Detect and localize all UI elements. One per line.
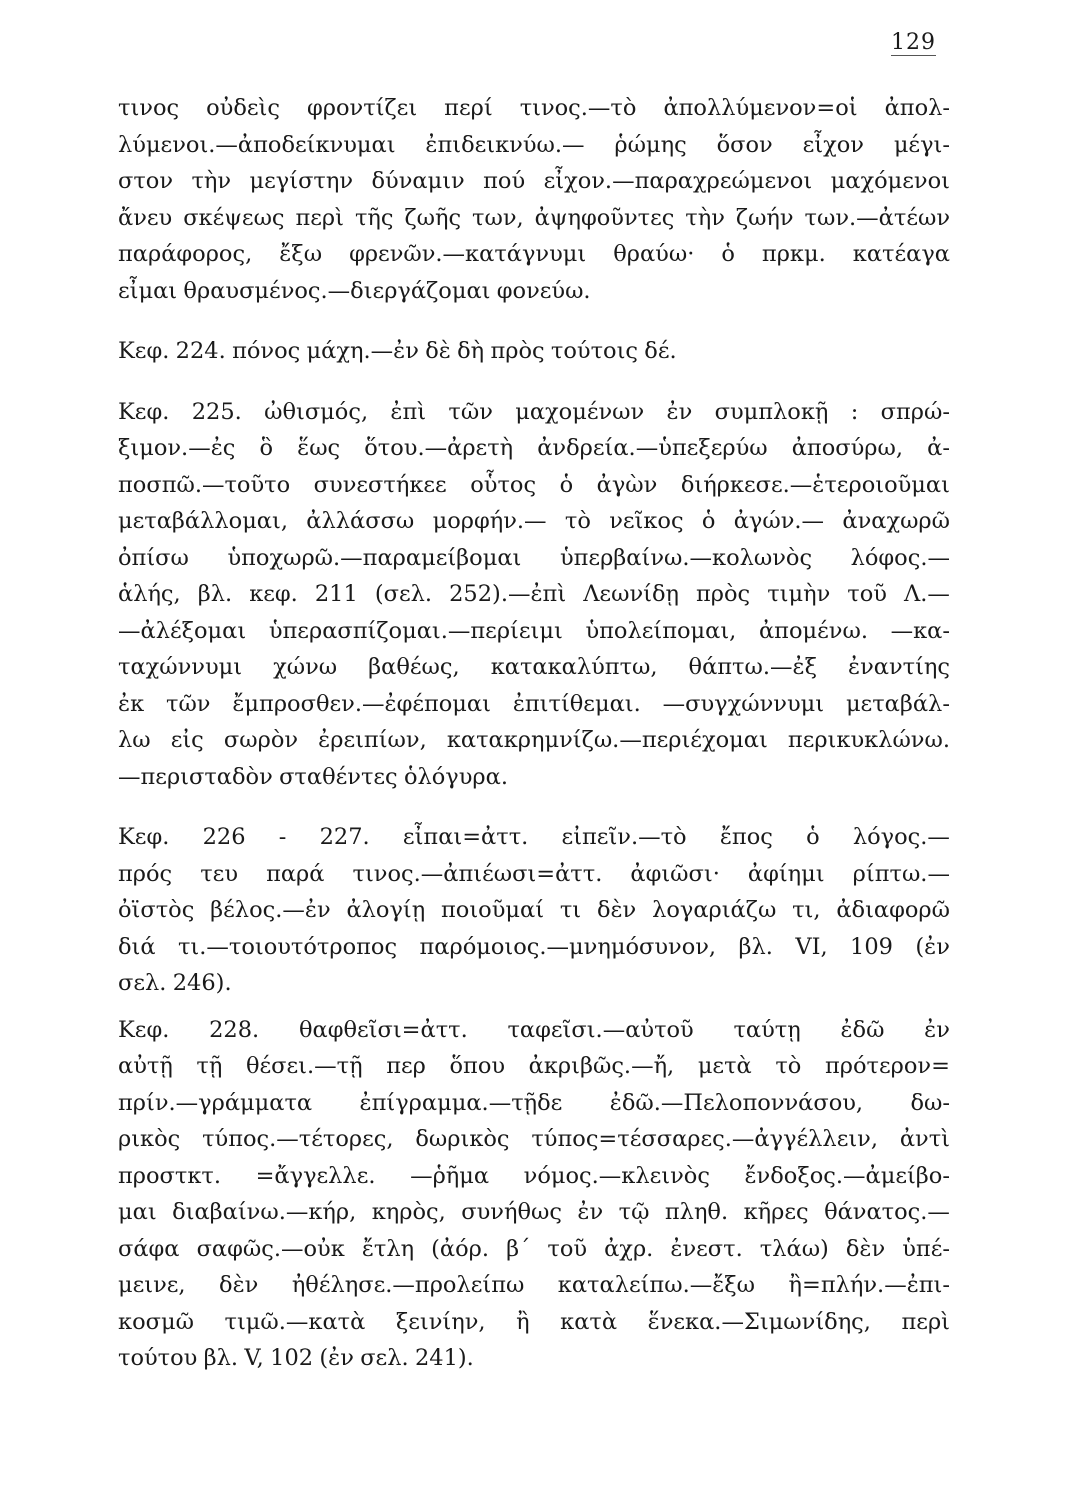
text-line: ἐκ τῶν ἔμπροσθεν.—ἐφέπομαι ἐπιτίθεμαι. —συγχώννυμι μεταβάλ- <box>118 690 950 717</box>
text-line: κοσμῶ τιμῶ.—κατὰ ξεινίην, ἢ κατὰ ἕνεκα.—Σιμωνίδης, περὶ <box>118 1308 950 1335</box>
page-number: 129 <box>891 30 936 55</box>
text-line: ὀπίσω ὑποχωρῶ.—παραμείβομαι ὑπερβαίνω.—κολωνὸς λόφος.— <box>118 544 950 571</box>
text-line: αὐτῇ τῇ θέσει.—τῇ περ ὅπου ἀκριβῶς.—ἤ, μετὰ τὸ πρότερον= <box>118 1053 950 1079</box>
paragraph-2 <box>118 333 950 370</box>
page-text <box>118 90 950 1377</box>
text-line: στον τὴν μεγίστην δύναμιν πού εἶχον.—παραχρεώμενοι μαχόμενοι <box>118 168 950 194</box>
text-line: πρός τευ παρά τινος.—ἀπιέωσι=ἀττ. ἀφιῶσι· ἀφίημι ρίπτω.— <box>118 860 950 887</box>
text-line: Κεφ. 228. θαφθεῖσι=ἀττ. ταφεῖσι.—αὐτοῦ ταύτῃ ἐδῶ ἐν <box>118 1016 950 1043</box>
text-line: ἄνευ σκέψεως περὶ τῆς ζωῆς των, ἀψηφοῦντες τὴν ζωήν των.—ἀτέων <box>118 204 950 231</box>
text-line: ξιμον.—ἐς ὃ ἕως ὅτου.—ἀρετὴ ἀνδρεία.—ὑπεξερύω ἀποσύρω, ἀ- <box>118 435 950 461</box>
text-line: παράφορος, ἔξω φρενῶν.—κατάγνυμι θραύω· ὁ πρκμ. κατέαγα <box>118 241 950 267</box>
text-line: λύμενοι.—ἀποδείκνυμαι ἐπιδεικνύω.— ῥώμης ὅσον εἶχον μέγι- <box>118 131 950 158</box>
text-line: μαι διαβαίνω.—κήρ, κηρὸς, συνήθως ἐν τῷ πληθ. κῆρες θάνατος.— <box>118 1199 950 1225</box>
text-line: διά τι.—τοιουτότροπος παρόμοιος.—μνημόσυνον, βλ. VI, 109 (ἐν <box>118 933 950 960</box>
text-line: ἁλής, βλ. κεφ. 211 (σελ. 252).—ἐπὶ Λεωνίδῃ πρὸς τιμὴν τοῦ Λ.— <box>118 581 950 607</box>
text-line: ποσπῶ.—τοῦτο συνεστήκεε οὗτος ὁ ἀγὼν διήρκεσε.—ἑτεροιοῦμαι <box>118 471 950 498</box>
text-line: λω εἰς σωρὸν ἐρειπίων, κατακρημνίζω.—περιέχομαι περικυκλώνω. <box>118 727 950 753</box>
paragraph-3 <box>118 394 950 796</box>
text-line: ταχώννυμι χώνω βαθέως, κατακαλύπτω, θάπτω.—ἐξ ἐναντίης <box>118 654 950 680</box>
text-line: ὀϊστὸς βέλος.—ἐν ἀλογίῃ ποιοῦμαί τι δὲν λογαριάζω τι, ἀδιαφορῶ <box>118 897 950 923</box>
text-line: σελ. 246). <box>118 970 232 996</box>
text-line: τινος οὐδεὶς φροντίζει περί τινος.—τὸ ἀπολλύμενον=οἱ ἀπολ- <box>118 95 950 121</box>
text-line: —ἀλέξομαι ὑπερασπίζομαι.—περίειμι ὑπολείπομαι, ἀπομένω. —κα- <box>118 617 950 644</box>
text-line: Κεφ. 225. ὠθισμός, ἐπὶ τῶν μαχομένων ἐν συμπλοκῇ : σπρώ- <box>118 398 950 425</box>
text-line: πρίν.—γράμματα ἐπίγραμμα.—τῇδε ἐδῶ.—Πελοποννάσου, δω- <box>118 1089 950 1116</box>
text-line: εἶμαι θραυσμένος.—διεργάζομαι φονεύω. <box>118 277 591 304</box>
text-line: ρικὸς τύπος.—τέτορες, δωρικὸς τύπος=τέσσαρες.—ἀγγέλλειν, ἀντὶ <box>118 1126 950 1152</box>
text-line: Κεφ. 226 - 227. εἶπαι=ἀττ. εἰπεῖν.—τὸ ἔπος ὁ λόγος.— <box>118 824 950 850</box>
text-line: Κεφ. 224. πόνος μάχη.—ἐν δὲ δὴ πρὸς τούτοις δέ. <box>118 338 677 364</box>
text-line: μεινε, δὲν ἠθέλησε.—προλείπω καταλείπω.—ἔξω ἢ=πλήν.—ἐπι- <box>118 1272 950 1298</box>
paragraph-1 <box>118 90 950 309</box>
text-line: σάφα σαφῶς.—οὐκ ἔτλη (ἀόρ. β΄ τοῦ ἀχρ. ἐνεστ. τλάω) δὲν ὑπέ- <box>118 1235 950 1262</box>
text-line: τούτου βλ. V, 102 (ἐν σελ. 241). <box>118 1345 474 1371</box>
text-line: μεταβάλλομαι, ἀλλάσσω μορφήν.— τὸ νεῖκος ὁ ἀγών.— ἀναχωρῶ <box>118 508 950 534</box>
paragraph-5 <box>118 1012 950 1377</box>
paragraph-4 <box>118 819 950 1002</box>
text-line: προστκτ. =ἄγγελλε. —ῥῆμα νόμος.—κλεινὸς ἔνδοξος.—ἀμείβο- <box>118 1162 950 1189</box>
text-line: —περισταδὸν σταθέντες ὁλόγυρα. <box>118 763 509 790</box>
